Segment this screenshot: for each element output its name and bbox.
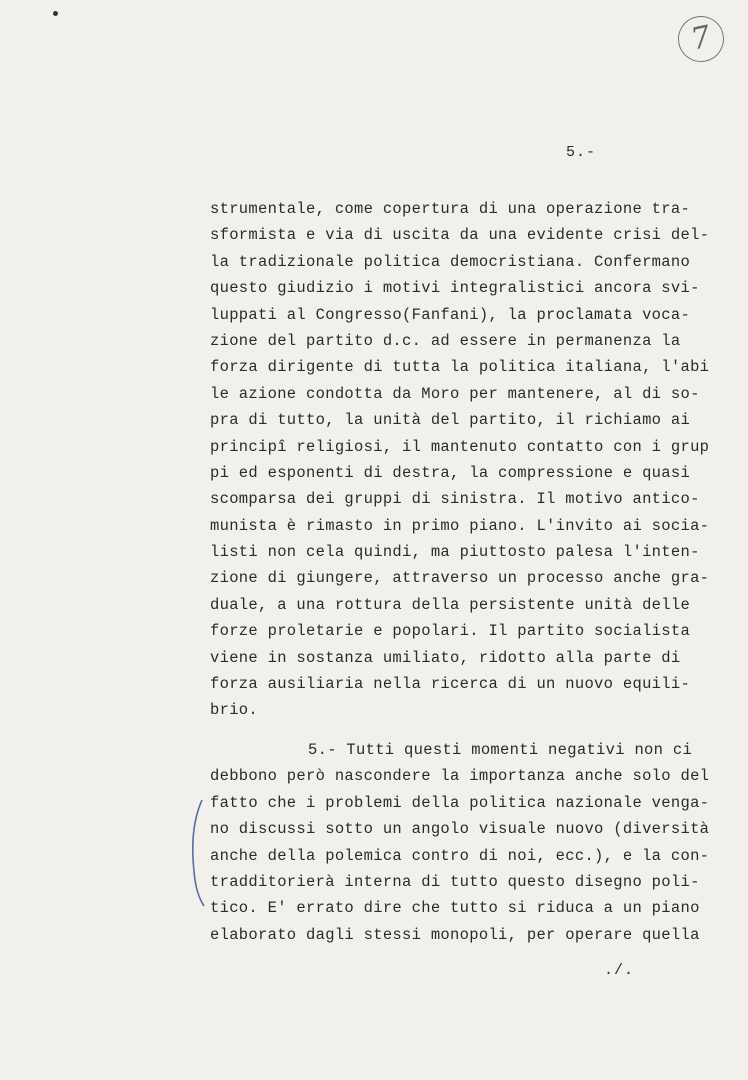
ink-dot bbox=[53, 11, 58, 16]
text-line: tico. E' errato dire che tutto si riduca a un piano bbox=[210, 899, 700, 918]
text-line: la tradizionale politica democristiana. Confermano bbox=[210, 252, 691, 271]
text-line: 5.- Tutti questi momenti negativi non ci bbox=[308, 741, 693, 759]
text-line: listi non cela quindi, ma piuttosto palesa l'inten- bbox=[210, 543, 700, 562]
text-line: anche della polemica contro di noi, ecc.), e la con- bbox=[210, 846, 710, 865]
text-line: no discussi sotto un angolo visuale nuovo (diversità bbox=[210, 820, 710, 839]
text-line: scomparsa dei gruppi di sinistra. Il motivo antico- bbox=[210, 490, 700, 509]
text-line: forza ausiliaria nella ricerca di un nuovo equili- bbox=[210, 675, 691, 694]
text-line: brio. bbox=[210, 701, 259, 720]
text-line: elaborato dagli stessi monopoli, per operare quella bbox=[210, 925, 700, 944]
text-line: zione di giungere, attraverso un processo anche gra- bbox=[210, 569, 710, 588]
paragraph-2 bbox=[210, 737, 710, 948]
text-line: pra di tutto, la unità del partito, il richiamo ai bbox=[210, 411, 691, 430]
text-line: le azione condotta da Moro per mantenere, al di so- bbox=[210, 384, 700, 403]
text-line: viene in sostanza umiliato, ridotto alla parte di bbox=[210, 648, 681, 667]
text-line: zione del partito d.c. ad essere in permanenza la bbox=[210, 331, 681, 350]
text-line: debbono però nascondere la importanza anche solo del bbox=[210, 767, 710, 786]
text-line: duale, a una rottura della persistente unità delle bbox=[210, 595, 691, 614]
text-line: fatto che i problemi della politica nazionale venga- bbox=[210, 793, 710, 812]
page-stamp: 7 bbox=[674, 12, 729, 67]
text-line: forze proletarie e popolari. Il partito socialista bbox=[210, 622, 691, 641]
text-line: luppati al Congresso(Fanfani), la proclamata voca- bbox=[210, 305, 691, 324]
text-line: questo giudizio i motivi integralistici ancora svi- bbox=[210, 279, 700, 298]
text-line: munista è rimasto in primo piano. L'invito ai socia- bbox=[210, 516, 710, 535]
text-line: pi ed esponenti di destra, la compressione e quasi bbox=[210, 463, 691, 482]
margin-pen-bracket bbox=[188, 798, 208, 910]
page-number: 5.- bbox=[566, 144, 597, 161]
text-line: strumentale, come copertura di una operazione tra- bbox=[210, 200, 691, 218]
paragraph-1 bbox=[210, 196, 710, 724]
text-line: principî religiosi, il mantenuto contatto con i grup bbox=[210, 437, 710, 456]
text-line: tradditorierà interna di tutto questo disegno poli- bbox=[210, 872, 700, 891]
text-line: forza dirigente di tutta la politica italiana, l'abi bbox=[210, 358, 710, 377]
continuation-mark: ./. bbox=[604, 962, 635, 979]
text-line: sformista e via di uscita da una evidente crisi del- bbox=[210, 226, 710, 245]
